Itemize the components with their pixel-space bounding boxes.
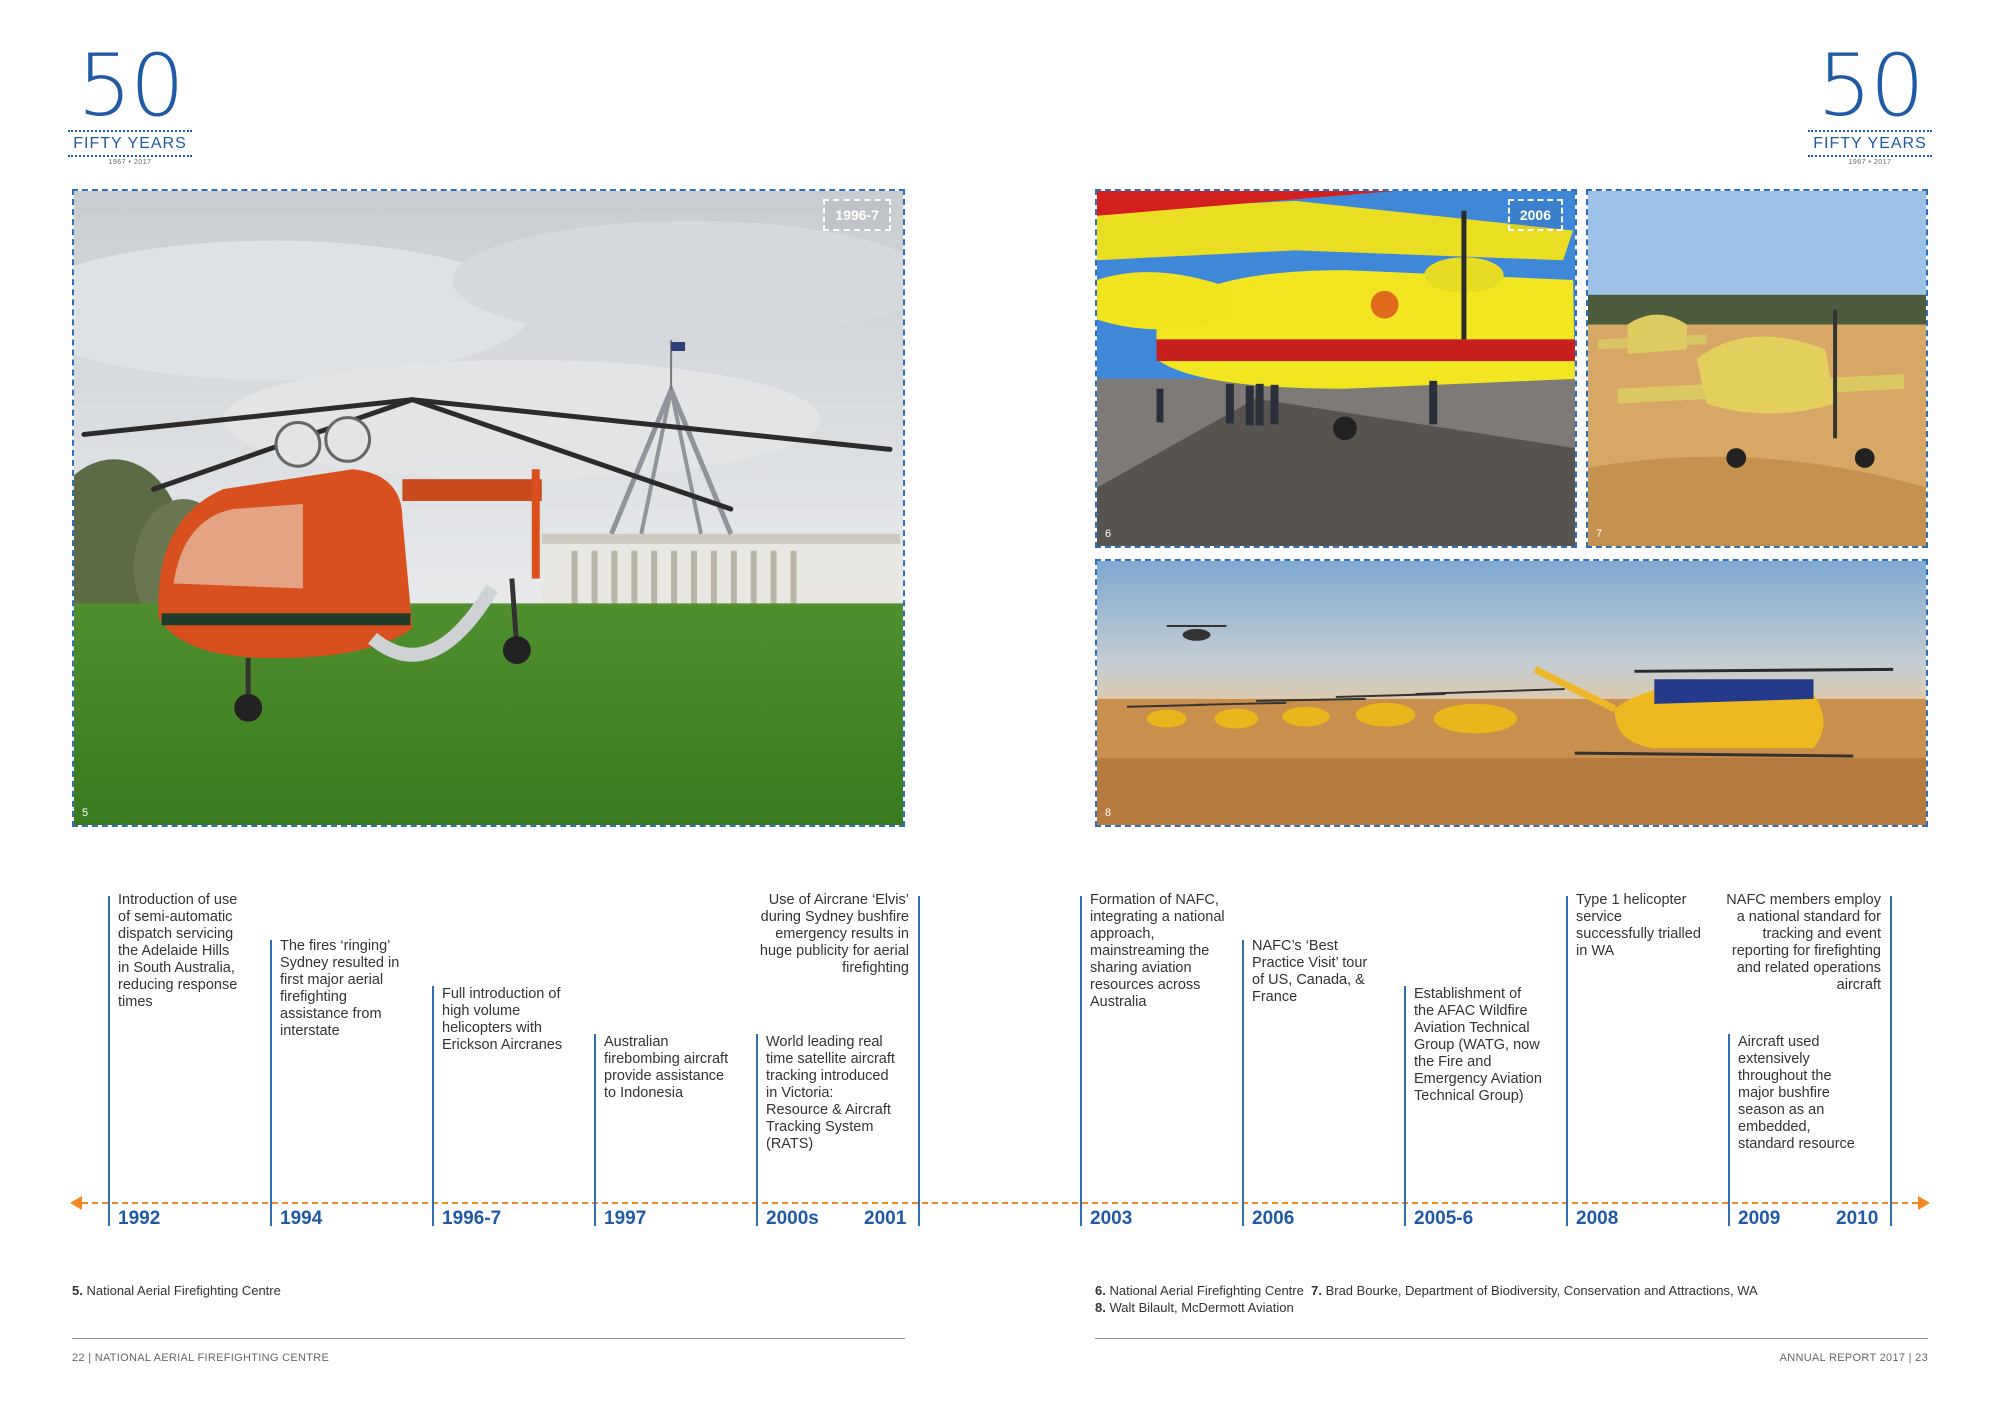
timeline-year: 1997 (604, 1208, 647, 1229)
caption-text: National Aerial Firefighting Centre (1109, 1283, 1304, 1298)
timeline-event-text: The fires ‘ringing’ Sydney resulted in first major aerial firefighting assistance from interstate (280, 938, 400, 1039)
timeline-year: 2001 (864, 1208, 907, 1229)
logo-title: FIFTY YEARS (68, 130, 192, 157)
caption-number: 7. (1311, 1283, 1322, 1298)
timeline-marker (1728, 1034, 1730, 1226)
timeline-year: 1994 (280, 1208, 323, 1229)
aircrane-helicopter-illustration (74, 191, 903, 825)
footer-rule-left (72, 1338, 905, 1339)
timeline-axis (72, 1202, 1928, 1204)
timeline-event-text: Aircraft used extensively throughout the major bushfire season as an embedded, standard resource (1738, 1034, 1855, 1152)
timeline-marker (918, 896, 920, 1226)
timeline-year: 2008 (1576, 1208, 1619, 1229)
logo-number: 50 (77, 36, 183, 136)
logo-years: 1967 • 2017 (1848, 159, 1892, 166)
photo-number: 8 (1105, 807, 1112, 819)
caption-text: Brad Bourke, Department of Biodiversity, Conservation and Attractions, WA (1325, 1283, 1758, 1298)
timeline-marker (1566, 896, 1568, 1226)
timeline-event-text: NAFC’s ‘Best Practice Visit’ tour of US, Canada, & France (1252, 938, 1368, 1005)
timeline-event-text: Formation of NAFC, integrating a national approach, mainstreaming the sharing aviation resources across Australia (1090, 892, 1225, 1010)
timeline-event-text: Full introduction of high volume helicopters with Erickson Aircranes (442, 986, 563, 1053)
photo-number: 5 (82, 807, 89, 819)
timeline-year: 2003 (1090, 1208, 1133, 1229)
logo-number: 50 (1817, 36, 1923, 136)
timeline-event-text: Use of Aircrane ‘Elvis’ during Sydney bushfire emergency results in huge publicity for aerial firefighting (759, 892, 909, 976)
timeline-year: 1996-7 (442, 1208, 502, 1229)
timeline-marker (1080, 896, 1082, 1226)
caption-line (1095, 1282, 1935, 1299)
timeline-year: 2009 (1738, 1208, 1781, 1229)
seat-aircraft-illustration (1588, 191, 1926, 546)
timeline-marker (108, 896, 110, 1226)
photo-caption-left (72, 1282, 281, 1299)
timeline-event-text: Type 1 helicopter service successfully trialled in WA (1576, 892, 1701, 959)
water-bomber-illustration (1097, 191, 1575, 546)
fifty-years-logo-left (68, 36, 192, 166)
timeline-event-text: Australian firebombing aircraft provide assistance to Indonesia (604, 1034, 729, 1101)
fifty-years-logo-right (1808, 36, 1932, 166)
photo-helicopter-fleet (1095, 559, 1928, 827)
photo-year-tag: 1996-7 (823, 199, 891, 231)
arrow-left-icon (70, 1196, 82, 1210)
timeline-marker (594, 1034, 596, 1226)
photo-number: 7 (1596, 528, 1603, 540)
logo-years: 1967 • 2017 (108, 159, 152, 166)
timeline-year: 2006 (1252, 1208, 1295, 1229)
timeline-marker (432, 986, 434, 1226)
timeline-event-text: Establishment of the AFAC Wildfire Aviation Technical Group (WATG, now the Fire and Emergency Aviation Technical Group) (1414, 986, 1542, 1104)
photo-seat-aircraft (1586, 189, 1928, 548)
caption-line (1095, 1299, 1935, 1316)
timeline-year: 1992 (118, 1208, 161, 1229)
timeline-marker (270, 940, 272, 1226)
footer-right: ANNUAL REPORT 2017 | 23 (1779, 1352, 1928, 1364)
footer-rule-right (1095, 1338, 1928, 1339)
timeline-year: 2000s (766, 1208, 819, 1229)
footer-left: 22 | NATIONAL AERIAL FIREFIGHTING CENTRE (72, 1352, 330, 1364)
timeline-marker (756, 1034, 758, 1226)
photo-year-tag: 2006 (1508, 199, 1563, 231)
caption-number: 6. (1095, 1283, 1106, 1298)
caption-number: 8. (1095, 1300, 1106, 1315)
timeline-marker (1242, 940, 1244, 1226)
photo-aircrane-parliament (72, 189, 905, 827)
timeline-event-text: NAFC members employ a national standard for tracking and event reporting for firefighting and related operations aircraft (1726, 892, 1881, 993)
arrow-right-icon (1918, 1196, 1930, 1210)
timeline-event-text: Introduction of use of semi-automatic dispatch servicing the Adelaide Hills in South Australia, reducing response times (118, 892, 238, 1010)
timeline-marker (1890, 896, 1892, 1226)
logo-title: FIFTY YEARS (1808, 130, 1932, 157)
helicopter-fleet-illustration (1097, 561, 1926, 825)
caption-text: National Aerial Firefighting Centre (86, 1283, 281, 1298)
photo-number: 6 (1105, 528, 1112, 540)
caption-text: Walt Bilault, McDermott Aviation (1109, 1300, 1294, 1315)
photo-securite-civile-aircraft (1095, 189, 1577, 548)
caption-number: 5. (72, 1283, 83, 1298)
timeline-year: 2005-6 (1414, 1208, 1474, 1229)
timeline-marker (1404, 986, 1406, 1226)
photo-caption-right (1095, 1282, 1935, 1316)
timeline-year: 2010 (1836, 1208, 1879, 1229)
timeline-event-text: World leading real time satellite aircraft tracking introduced in Victoria: Resource & Aircraft Tracking System (RATS) (766, 1034, 895, 1152)
